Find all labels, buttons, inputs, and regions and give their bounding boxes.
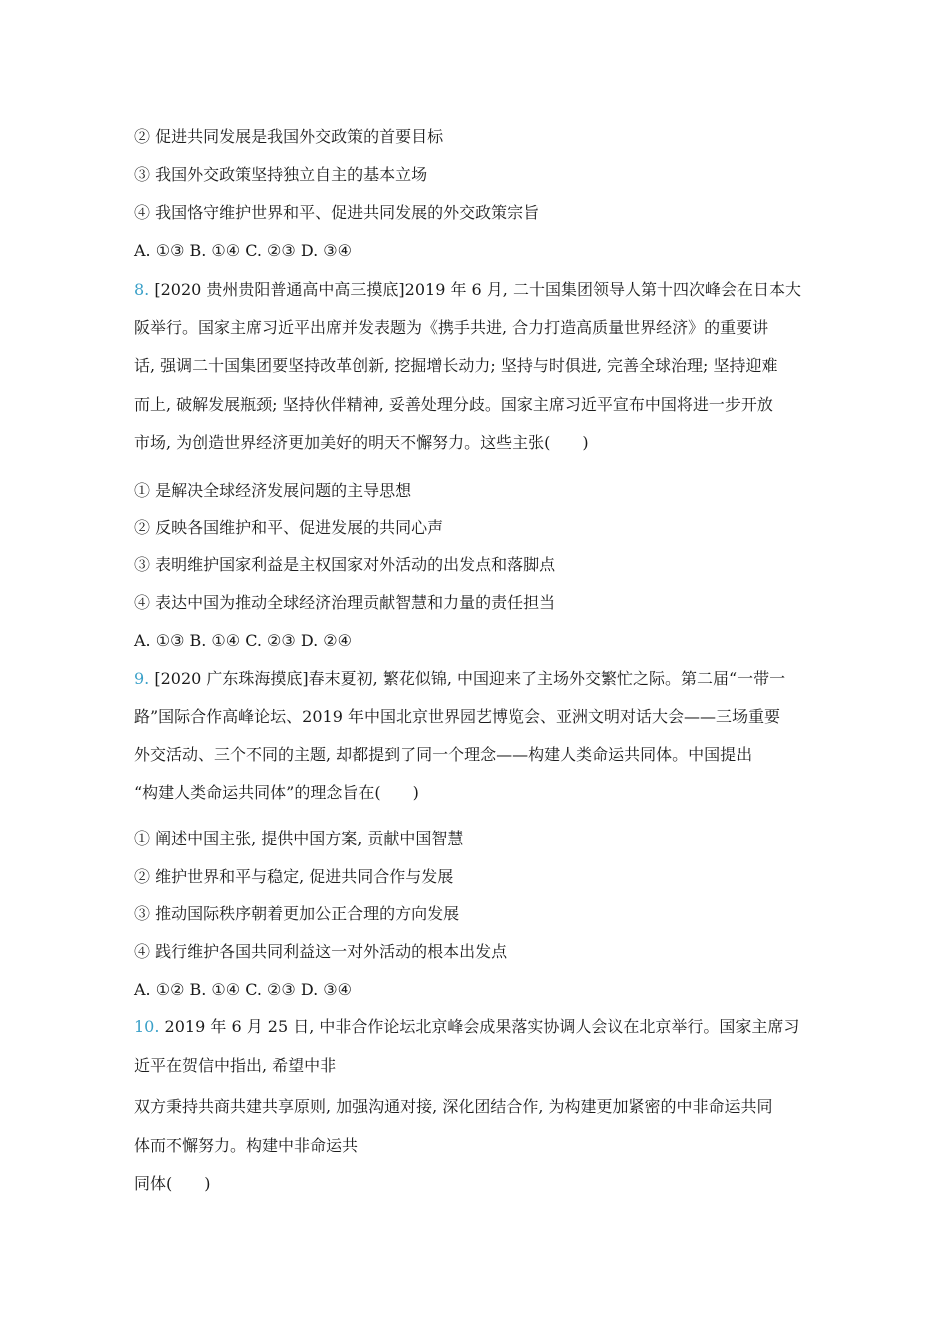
q9-option-2: ② 维护世界和平与稳定, 促进共同合作与发展: [134, 867, 454, 886]
q9-option-4: ④ 践行维护各国共同利益这一对外活动的根本出发点: [134, 942, 508, 961]
q7-option-2: ② 促进共同发展是我国外交政策的首要目标: [134, 127, 444, 146]
q8-stem-line-1: 8. [2020 贵州贵阳普通高中高三摸底]2019 年 6 月, 二十国集团领导人第十四次峰会在日本大: [134, 280, 801, 299]
q8-option-2: ② 反映各国维护和平、促进发展的共同心声: [134, 518, 444, 537]
q8-stem-line-2: 阪举行。国家主席习近平出席并发表题为《携手共进, 合力打造高质量世界经济》的重要讲: [134, 318, 769, 337]
q7-option-3: ③ 我国外交政策坚持独立自主的基本立场: [134, 165, 428, 184]
q8-option-1: ① 是解决全球经济发展问题的主导思想: [134, 481, 412, 500]
q9-answer-choices: A. ①② B. ①④ C. ②③ D. ③④: [134, 980, 352, 999]
q8-option-4: ④ 表达中国为推动全球经济治理贡献智慧和力量的责任担当: [134, 593, 556, 612]
q9-option-1: ① 阐述中国主张, 提供中国方案, 贡献中国智慧: [134, 829, 464, 848]
q8-stem-line-4: 而上, 破解发展瓶颈; 坚持伙伴精神, 妥善处理分歧。国家主席习近平宣布中国将进一步开放: [134, 395, 773, 414]
q10-stem-line-2: 近平在贺信中指出, 希望中非: [134, 1056, 337, 1075]
q10-stem-line-4: 体而不懈努力。构建中非命运共: [134, 1136, 359, 1155]
q9-option-3: ③ 推动国际秩序朝着更加公正合理的方向发展: [134, 904, 460, 923]
q9-stem-line-3: 外交活动、三个不同的主题, 却都提到了同一个理念——构建人类命运共同体。中国提出: [134, 745, 753, 764]
q8-option-3: ③ 表明维护国家利益是主权国家对外活动的出发点和落脚点: [134, 555, 556, 574]
q8-number: 8.: [134, 280, 150, 299]
q9-stem-line-2: 路”国际合作高峰论坛、2019 年中国北京世界园艺博览会、亚洲文明对话大会——三场重要: [134, 707, 780, 726]
q9-stem-line-1: 9. [2020 广东珠海摸底]春末夏初, 繁花似锦, 中国迎来了主场外交繁忙之际。第二届“一带一: [134, 669, 786, 688]
q10-number: 10.: [134, 1017, 160, 1036]
q10-stem-line-3: 双方秉持共商共建共享原则, 加强沟通对接, 深化团结合作, 为构建更加紧密的中非命运共同: [134, 1097, 773, 1116]
q7-answer-choices: A. ①③ B. ①④ C. ②③ D. ③④: [134, 241, 352, 260]
q8-answer-choices: A. ①③ B. ①④ C. ②③ D. ②④: [134, 631, 352, 650]
q10-stem-line-1: 10. 2019 年 6 月 25 日, 中非合作论坛北京峰会成果落实协调人会议在北京举行。国家主席习: [134, 1017, 800, 1036]
q9-stem-line-4: “构建人类命运共同体”的理念旨在( ): [134, 783, 419, 802]
q8-stem-line-5: 市场, 为创造世界经济更加美好的明天不懈努力。这些主张( ): [134, 433, 589, 452]
q10-stem-line-5: 同体( ): [134, 1174, 211, 1193]
q9-number: 9.: [134, 669, 150, 688]
q7-option-4: ④ 我国恪守维护世界和平、促进共同发展的外交政策宗旨: [134, 203, 540, 222]
q8-stem-line-3: 话, 强调二十国集团要坚持改革创新, 挖掘增长动力; 坚持与时俱进, 完善全球治理; 坚持迎难: [134, 356, 778, 375]
